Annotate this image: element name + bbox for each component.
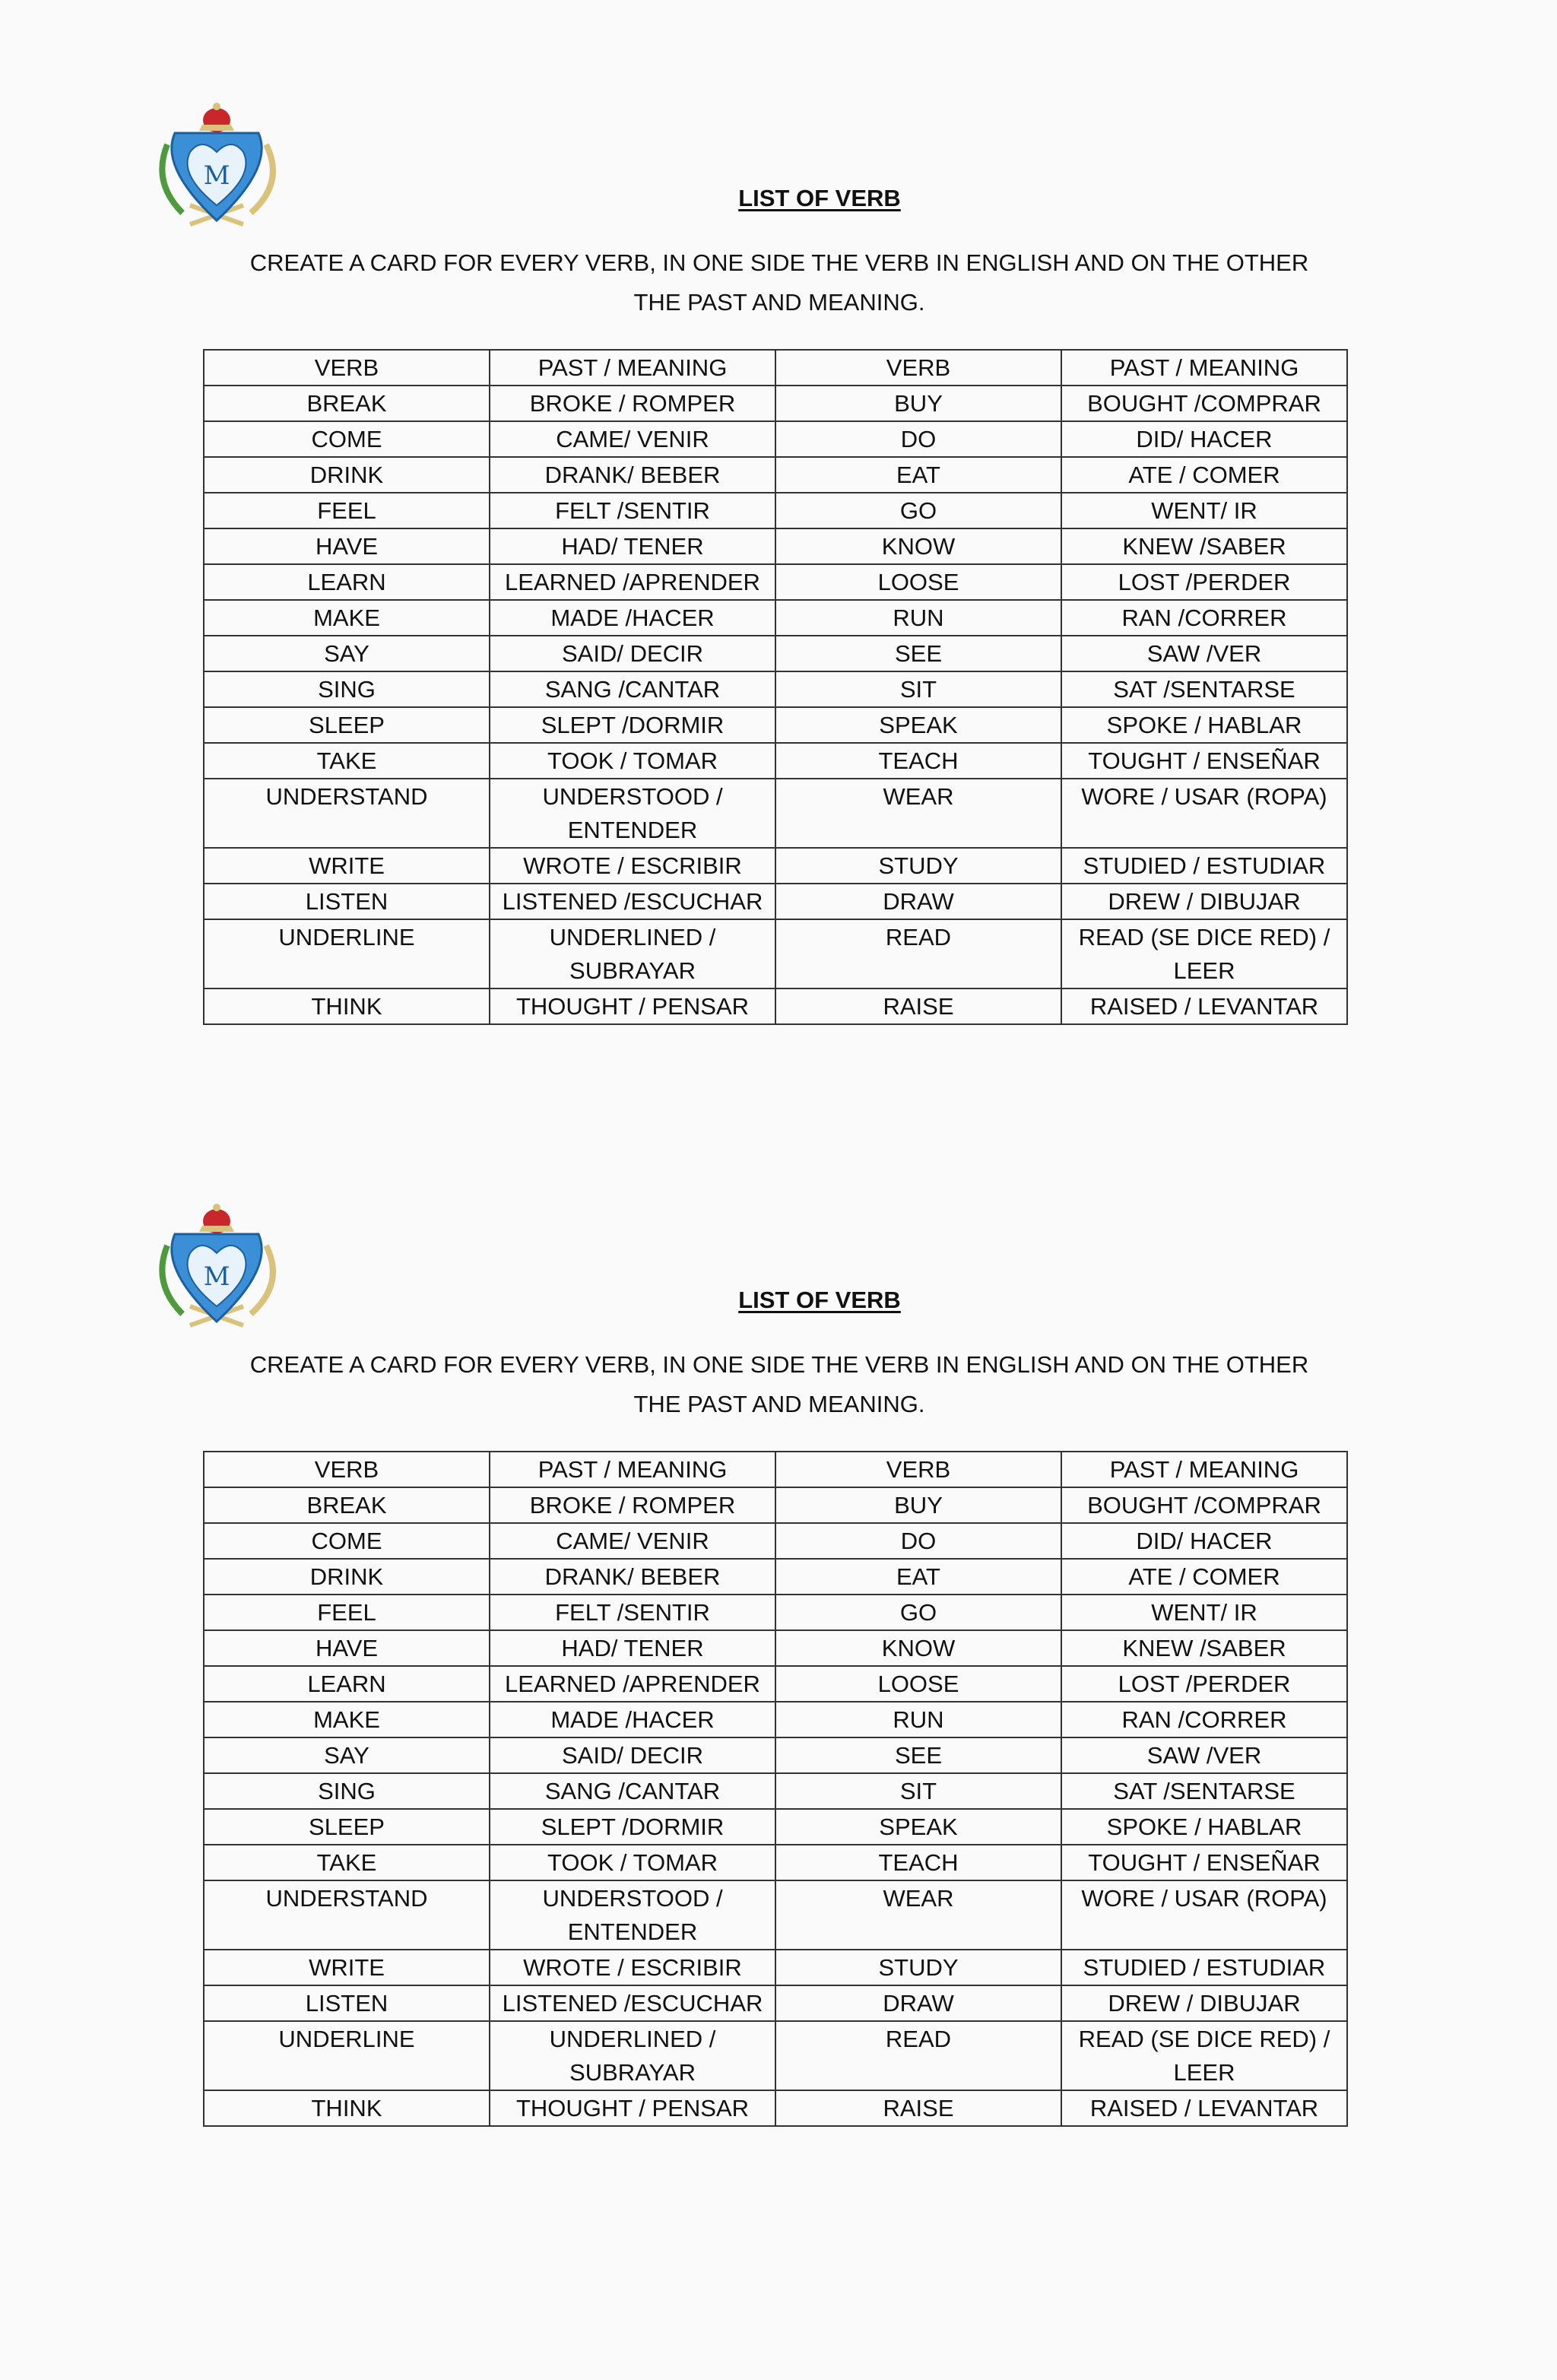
table-cell: DRINK (204, 457, 490, 493)
table-cell: DRANK/ BEBER (490, 457, 775, 493)
column-header: PAST / MEANING (1061, 1452, 1347, 1487)
table-cell: THINK (204, 988, 490, 1024)
table-cell: TAKE (204, 1845, 490, 1880)
table-cell: TOUGHT / ENSEÑAR (1061, 743, 1347, 779)
table-row (204, 493, 1347, 528)
table-cell: KNOW (775, 1630, 1061, 1666)
table-cell: LOST /PERDER (1061, 1666, 1347, 1702)
table-cell: UNDERSTAND (204, 779, 490, 848)
table-cell: SAW /VER (1061, 636, 1347, 671)
table-cell: BREAK (204, 386, 490, 421)
table-cell: RUN (775, 1702, 1061, 1737)
table-cell: WENT/ IR (1061, 1595, 1347, 1630)
table-cell: GO (775, 1595, 1061, 1630)
table-cell: TOOK / TOMAR (490, 1845, 775, 1880)
table-cell: SAID/ DECIR (490, 636, 775, 671)
table-cell: EAT (775, 457, 1061, 493)
svg-text:M: M (203, 160, 230, 191)
table-cell: STUDY (775, 1950, 1061, 1985)
table-cell: FEEL (204, 493, 490, 528)
table-cell: READ (SE DICE RED) / LEER (1061, 919, 1347, 988)
table-row (204, 1950, 1347, 1985)
table-cell: TEACH (775, 743, 1061, 779)
table-row (204, 1702, 1347, 1737)
table-cell: SANG /CANTAR (490, 1773, 775, 1809)
table-cell: RAISE (775, 988, 1061, 1024)
table-cell: SAT /SENTARSE (1061, 671, 1347, 707)
table-row (204, 1773, 1347, 1809)
table-row (204, 1809, 1347, 1845)
table-cell: UNDERSTOOD / ENTENDER (490, 1880, 775, 1950)
table-cell: RUN (775, 600, 1061, 636)
table-row (204, 671, 1347, 707)
table-cell: KNEW /SABER (1061, 1630, 1347, 1666)
table-cell: TOOK / TOMAR (490, 743, 775, 779)
table-cell: SAY (204, 636, 490, 671)
table-cell: BUY (775, 386, 1061, 421)
school-crest-icon (152, 99, 281, 236)
table-cell: LISTEN (204, 1985, 490, 2021)
table-header-row (204, 1452, 1347, 1487)
table-row (204, 707, 1347, 743)
table-cell: LISTENED /ESCUCHAR (490, 884, 775, 919)
table-cell: SLEEP (204, 707, 490, 743)
table-cell: ATE / COMER (1061, 457, 1347, 493)
table-cell: WROTE / ESCRIBIR (490, 1950, 775, 1985)
table-cell: FEEL (204, 1595, 490, 1630)
table-cell: SPEAK (775, 1809, 1061, 1845)
table-cell: UNDERLINE (204, 919, 490, 988)
table-cell: COME (204, 1523, 490, 1559)
table-cell: SPOKE / HABLAR (1061, 707, 1347, 743)
table-cell: LOOSE (775, 1666, 1061, 1702)
table-cell: BROKE / ROMPER (490, 1487, 775, 1523)
table-row (204, 421, 1347, 457)
table-row (204, 1985, 1347, 2021)
table-cell: SEE (775, 1737, 1061, 1773)
table-cell: CAME/ VENIR (490, 421, 775, 457)
table-cell: DO (775, 1523, 1061, 1559)
table-row (204, 457, 1347, 493)
table-cell: LEARN (204, 1666, 490, 1702)
table-cell: THOUGHT / PENSAR (490, 2090, 775, 2126)
table-cell: SLEPT /DORMIR (490, 707, 775, 743)
table-cell: KNOW (775, 528, 1061, 564)
table-row (204, 2021, 1347, 2090)
table-cell: BOUGHT /COMPRAR (1061, 386, 1347, 421)
table-row (204, 600, 1347, 636)
table-cell: HAVE (204, 1630, 490, 1666)
table-cell: SIT (775, 1773, 1061, 1809)
table-cell: SLEPT /DORMIR (490, 1809, 775, 1845)
table-cell: CAME/ VENIR (490, 1523, 775, 1559)
table-cell: WEAR (775, 1880, 1061, 1950)
table-cell: READ (SE DICE RED) / LEER (1061, 2021, 1347, 2090)
table-row (204, 528, 1347, 564)
table-cell: UNDERSTAND (204, 1880, 490, 1950)
table-cell: LOST /PERDER (1061, 564, 1347, 600)
table-cell: BOUGHT /COMPRAR (1061, 1487, 1347, 1523)
table-cell: WRITE (204, 848, 490, 884)
table-cell: SAY (204, 1737, 490, 1773)
table-cell: RAN /CORRER (1061, 1702, 1347, 1737)
table-cell: TOUGHT / ENSEÑAR (1061, 1845, 1347, 1880)
table-cell: DRAW (775, 1985, 1061, 2021)
table-cell: LEARN (204, 564, 490, 600)
table-cell: READ (775, 919, 1061, 988)
table-cell: HAVE (204, 528, 490, 564)
table-cell: MADE /HACER (490, 1702, 775, 1737)
table-cell: MAKE (204, 600, 490, 636)
table-cell: DRAW (775, 884, 1061, 919)
table-cell: RAISED / LEVANTAR (1061, 2090, 1347, 2126)
table-cell: SING (204, 1773, 490, 1809)
table-cell: MADE /HACER (490, 600, 775, 636)
table-row (204, 1559, 1347, 1595)
table-cell: DRINK (204, 1559, 490, 1595)
table-cell: SPOKE / HABLAR (1061, 1809, 1347, 1845)
table-cell: ATE / COMER (1061, 1559, 1347, 1595)
table-cell: UNDERSTOOD / ENTENDER (490, 779, 775, 848)
school-crest-icon (152, 1200, 281, 1337)
table-cell: WRITE (204, 1950, 490, 1985)
table-cell: DID/ HACER (1061, 421, 1347, 457)
table-cell: SLEEP (204, 1809, 490, 1845)
column-header: PAST / MEANING (490, 350, 775, 386)
table-cell: UNDERLINE (204, 2021, 490, 2090)
table-cell: UNDERLINED / SUBRAYAR (490, 919, 775, 988)
table-cell: WORE / USAR (ROPA) (1061, 779, 1347, 848)
table-cell: MAKE (204, 1702, 490, 1737)
table-cell: LEARNED /APRENDER (490, 564, 775, 600)
table-cell: READ (775, 2021, 1061, 2090)
table-cell: FELT /SENTIR (490, 493, 775, 528)
table-cell: BROKE / ROMPER (490, 386, 775, 421)
table-cell: WENT/ IR (1061, 493, 1347, 528)
table-cell: UNDERLINED / SUBRAYAR (490, 2021, 775, 2090)
table-row (204, 386, 1347, 421)
table-row (204, 2090, 1347, 2126)
column-header: VERB (204, 350, 490, 386)
table-cell: SEE (775, 636, 1061, 671)
table-row (204, 564, 1347, 600)
table-cell: WEAR (775, 779, 1061, 848)
table-cell: SAW /VER (1061, 1737, 1347, 1773)
table-row (204, 1630, 1347, 1666)
page-title: LIST OF VERB (738, 1287, 901, 1313)
table-cell: GO (775, 493, 1061, 528)
table-cell: COME (204, 421, 490, 457)
table-row (204, 1487, 1347, 1523)
table-cell: SANG /CANTAR (490, 671, 775, 707)
table-cell: SAID/ DECIR (490, 1737, 775, 1773)
table-cell: THINK (204, 2090, 490, 2126)
column-header: PAST / MEANING (490, 1452, 775, 1487)
table-cell: LEARNED /APRENDER (490, 1666, 775, 1702)
instructions-text: CREATE A CARD FOR EVERY VERB, IN ONE SIDE THE VERB IN ENGLISH AND ON THE OTHER THE PAST AND MEANING. (249, 249, 1309, 316)
column-header: VERB (204, 1452, 490, 1487)
table-cell: STUDY (775, 848, 1061, 884)
table-cell: THOUGHT / PENSAR (490, 988, 775, 1024)
verb-table (203, 1451, 1348, 2127)
column-header: VERB (775, 1452, 1061, 1487)
table-cell: SIT (775, 671, 1061, 707)
table-row (204, 1880, 1347, 1950)
column-header: VERB (775, 350, 1061, 386)
table-cell: SPEAK (775, 707, 1061, 743)
table-cell: SAT /SENTARSE (1061, 1773, 1347, 1809)
table-cell: LISTENED /ESCUCHAR (490, 1985, 775, 2021)
table-cell: LISTEN (204, 884, 490, 919)
table-row (204, 848, 1347, 884)
table-row (204, 1666, 1347, 1702)
table-cell: KNEW /SABER (1061, 528, 1347, 564)
table-cell: SING (204, 671, 490, 707)
table-cell: RAN /CORRER (1061, 600, 1347, 636)
column-header: PAST / MEANING (1061, 350, 1347, 386)
table-cell: DREW / DIBUJAR (1061, 884, 1347, 919)
table-cell: TEACH (775, 1845, 1061, 1880)
table-cell: DRANK/ BEBER (490, 1559, 775, 1595)
table-row (204, 636, 1347, 671)
table-cell: DO (775, 421, 1061, 457)
table-cell: STUDIED / ESTUDIAR (1061, 848, 1347, 884)
table-row (204, 1737, 1347, 1773)
table-cell: WROTE / ESCRIBIR (490, 848, 775, 884)
page-title: LIST OF VERB (738, 185, 901, 211)
table-cell: DID/ HACER (1061, 1523, 1347, 1559)
table-cell: HAD/ TENER (490, 1630, 775, 1666)
table-row (204, 1595, 1347, 1630)
table-cell: HAD/ TENER (490, 528, 775, 564)
table-row (204, 988, 1347, 1024)
table-cell: LOOSE (775, 564, 1061, 600)
verb-table (203, 349, 1348, 1025)
table-cell: STUDIED / ESTUDIAR (1061, 1950, 1347, 1985)
table-row (204, 1523, 1347, 1559)
table-row (204, 1845, 1347, 1880)
table-cell: FELT /SENTIR (490, 1595, 775, 1630)
table-cell: WORE / USAR (ROPA) (1061, 1880, 1347, 1950)
table-cell: TAKE (204, 743, 490, 779)
table-row (204, 743, 1347, 779)
table-cell: BUY (775, 1487, 1061, 1523)
table-cell: DREW / DIBUJAR (1061, 1985, 1347, 2021)
table-header-row (204, 350, 1347, 386)
table-cell: RAISED / LEVANTAR (1061, 988, 1347, 1024)
table-cell: RAISE (775, 2090, 1061, 2126)
instructions-text: CREATE A CARD FOR EVERY VERB, IN ONE SIDE THE VERB IN ENGLISH AND ON THE OTHER THE PAST AND MEANING. (249, 1351, 1309, 1417)
table-row (204, 919, 1347, 988)
table-row (204, 779, 1347, 848)
svg-text:M: M (203, 1261, 230, 1292)
table-cell: BREAK (204, 1487, 490, 1523)
table-cell: EAT (775, 1559, 1061, 1595)
table-row (204, 884, 1347, 919)
